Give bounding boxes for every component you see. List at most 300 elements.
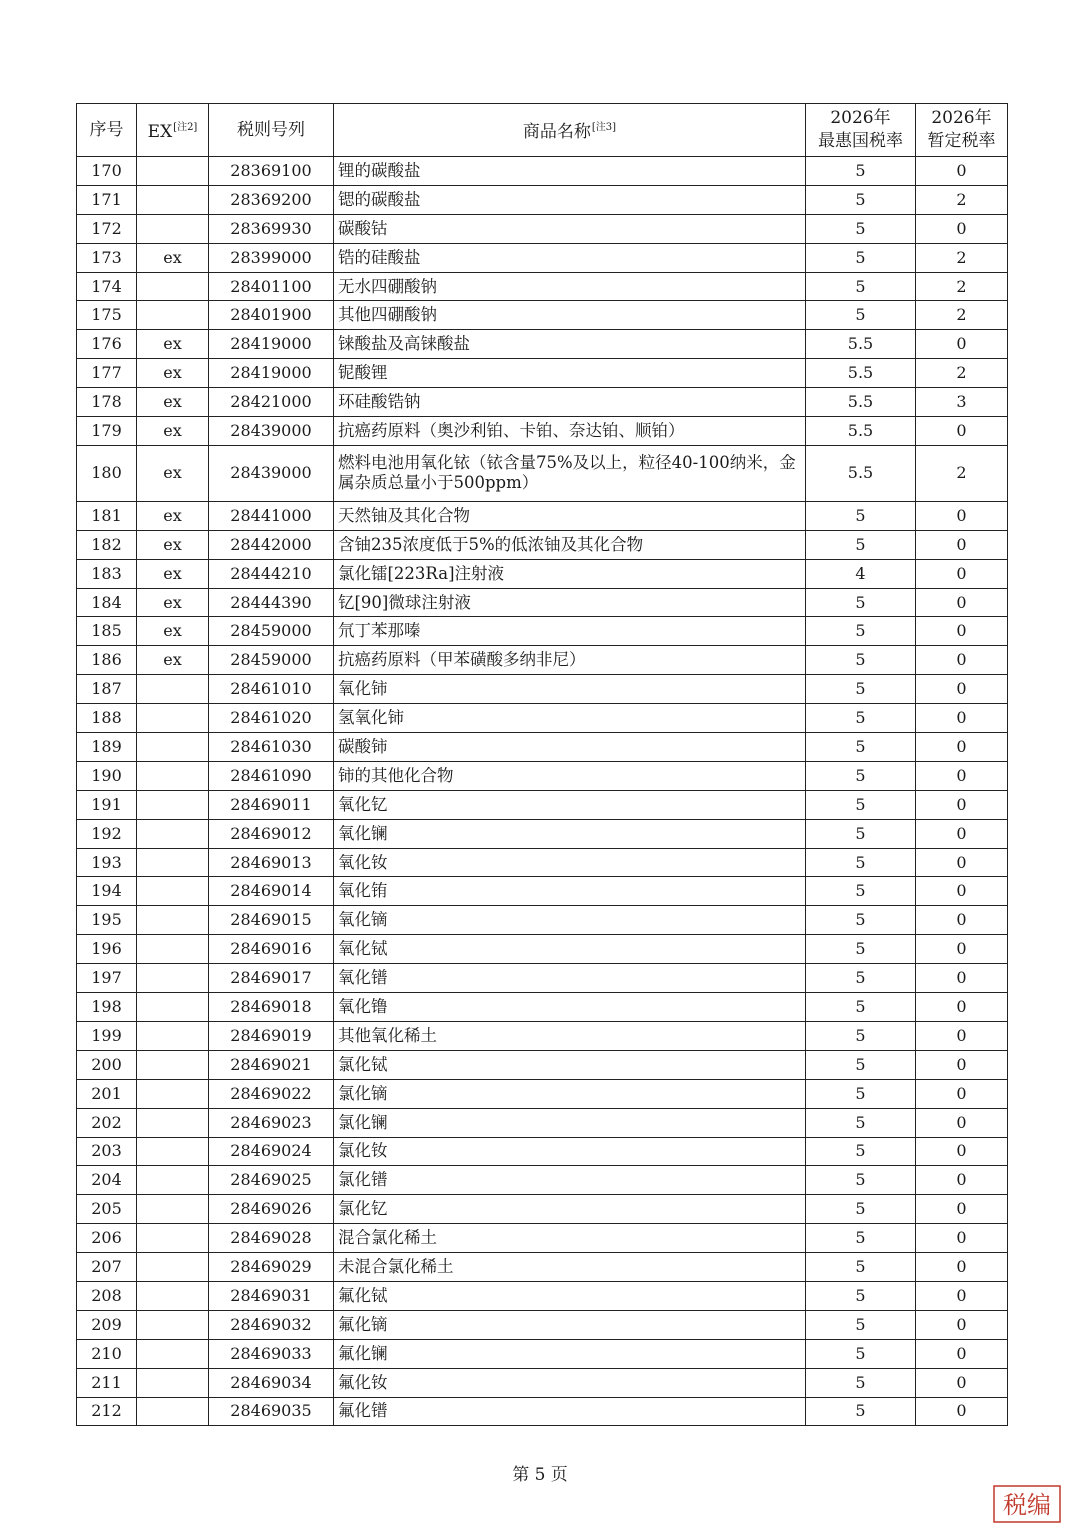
cell-product-name: 氟化镧 [334,1339,806,1368]
cell-seq: 171 [77,185,137,214]
cell-product-name: 氘丁苯那嗪 [334,617,806,646]
table-row [77,877,1008,906]
cell-product-name: 未混合氯化稀土 [334,1253,806,1282]
table-row [77,1368,1008,1397]
cell-mfn-rate: 5 [806,704,916,733]
cell-provisional-rate: 0 [916,330,1008,359]
cell-ex [137,1339,209,1368]
cell-tariff-code: 28461030 [209,733,334,762]
cell-ex [137,761,209,790]
cell-provisional-rate: 0 [916,1397,1008,1426]
cell-tariff-code: 28369200 [209,185,334,214]
cell-mfn-rate: 5 [806,1079,916,1108]
table-row [77,417,1008,446]
cell-tariff-code: 28469024 [209,1137,334,1166]
cell-ex [137,704,209,733]
cell-ex [137,819,209,848]
table-row [77,1281,1008,1310]
cell-seq: 203 [77,1137,137,1166]
cell-provisional-rate: 0 [916,1079,1008,1108]
cell-seq: 193 [77,848,137,877]
cell-tariff-code: 28469031 [209,1281,334,1310]
cell-mfn-rate: 5 [806,993,916,1022]
cell-seq: 173 [77,243,137,272]
cell-ex: ex [137,559,209,588]
cell-seq: 211 [77,1368,137,1397]
cell-provisional-rate: 0 [916,559,1008,588]
cell-ex: ex [137,445,209,501]
table-row [77,1339,1008,1368]
header-prov-year: 2026年 [931,108,992,128]
cell-tariff-code: 28469018 [209,993,334,1022]
table-row [77,272,1008,301]
cell-mfn-rate: 5 [806,1310,916,1339]
cell-mfn-rate: 5 [806,906,916,935]
cell-provisional-rate: 0 [916,733,1008,762]
cell-product-name: 氧化钕 [334,848,806,877]
cell-seq: 180 [77,445,137,501]
cell-tariff-code: 28419000 [209,330,334,359]
table-row [77,445,1008,501]
cell-provisional-rate: 0 [916,1137,1008,1166]
cell-seq: 197 [77,964,137,993]
cell-tariff-code: 28469032 [209,1310,334,1339]
cell-mfn-rate: 5 [806,964,916,993]
cell-provisional-rate: 2 [916,272,1008,301]
cell-mfn-rate: 5 [806,243,916,272]
cell-ex [137,214,209,243]
cell-seq: 201 [77,1079,137,1108]
cell-seq: 185 [77,617,137,646]
cell-seq: 198 [77,993,137,1022]
cell-mfn-rate: 5 [806,501,916,530]
cell-mfn-rate: 5 [806,935,916,964]
cell-product-name: 天然铀及其化合物 [334,501,806,530]
cell-ex [137,1137,209,1166]
table-row [77,1137,1008,1166]
cell-provisional-rate: 0 [916,906,1008,935]
cell-ex [137,301,209,330]
cell-provisional-rate: 0 [916,935,1008,964]
cell-ex [137,790,209,819]
cell-provisional-rate: 0 [916,1021,1008,1050]
cell-ex: ex [137,388,209,417]
cell-product-name: 氯化铽 [334,1050,806,1079]
cell-provisional-rate: 0 [916,761,1008,790]
table-row [77,185,1008,214]
cell-seq: 194 [77,877,137,906]
cell-mfn-rate: 5 [806,617,916,646]
cell-ex [137,1253,209,1282]
cell-provisional-rate: 0 [916,1368,1008,1397]
cell-ex [137,675,209,704]
cell-provisional-rate: 0 [916,1108,1008,1137]
cell-provisional-rate: 0 [916,646,1008,675]
table-row [77,388,1008,417]
cell-mfn-rate: 5 [806,761,916,790]
cell-mfn-rate: 5.5 [806,417,916,446]
cell-product-name: 氧化钇 [334,790,806,819]
cell-product-name: 铌酸锂 [334,359,806,388]
cell-product-name: 氧化铽 [334,935,806,964]
cell-tariff-code: 28469028 [209,1224,334,1253]
watermark-text: 税编 [1003,1491,1051,1519]
cell-mfn-rate: 5 [806,1137,916,1166]
cell-mfn-rate: 5 [806,1397,916,1426]
cell-seq: 210 [77,1339,137,1368]
cell-ex [137,1166,209,1195]
table-row [77,559,1008,588]
cell-ex: ex [137,530,209,559]
cell-product-name: 锆的硅酸盐 [334,243,806,272]
cell-ex [137,1397,209,1426]
header-row [77,104,1008,157]
cell-provisional-rate: 0 [916,1195,1008,1224]
cell-tariff-code: 28469011 [209,790,334,819]
table-row [77,1310,1008,1339]
cell-product-name: 碳酸钴 [334,214,806,243]
cell-seq: 189 [77,733,137,762]
table-row [77,964,1008,993]
cell-ex [137,157,209,186]
cell-provisional-rate: 0 [916,617,1008,646]
cell-ex [137,993,209,1022]
cell-seq: 176 [77,330,137,359]
cell-mfn-rate: 5 [806,819,916,848]
cell-product-name: 钇[90]微球注射液 [334,588,806,617]
table-row [77,935,1008,964]
cell-product-name: 氟化镨 [334,1397,806,1426]
cell-provisional-rate: 0 [916,819,1008,848]
cell-tariff-code: 28419000 [209,359,334,388]
cell-product-name: 混合氯化稀土 [334,1224,806,1253]
cell-seq: 204 [77,1166,137,1195]
cell-provisional-rate: 2 [916,301,1008,330]
cell-provisional-rate: 0 [916,993,1008,1022]
cell-provisional-rate: 2 [916,243,1008,272]
cell-ex [137,848,209,877]
cell-tariff-code: 28461020 [209,704,334,733]
cell-seq: 205 [77,1195,137,1224]
header-seq: 序号 [77,104,137,157]
cell-seq: 200 [77,1050,137,1079]
cell-tariff-code: 28469023 [209,1108,334,1137]
cell-mfn-rate: 5 [806,157,916,186]
cell-mfn-rate: 5 [806,848,916,877]
table-row [77,646,1008,675]
cell-tariff-code: 28469025 [209,1166,334,1195]
header-ex-label: EX [147,122,173,142]
cell-seq: 206 [77,1224,137,1253]
cell-mfn-rate: 4 [806,559,916,588]
cell-tariff-code: 28439000 [209,445,334,501]
cell-seq: 172 [77,214,137,243]
cell-ex: ex [137,417,209,446]
cell-mfn-rate: 5 [806,1281,916,1310]
cell-ex: ex [137,359,209,388]
cell-tariff-code: 28469033 [209,1339,334,1368]
cell-seq: 186 [77,646,137,675]
cell-mfn-rate: 5 [806,1166,916,1195]
cell-ex [137,1050,209,1079]
cell-mfn-rate: 5.5 [806,359,916,388]
cell-provisional-rate: 0 [916,1253,1008,1282]
cell-product-name: 燃料电池用氧化铱（铱含量75%及以上，粒径40-100纳米，金属杂质总量小于500ppm） [334,445,806,501]
cell-tariff-code: 28459000 [209,646,334,675]
cell-seq: 181 [77,501,137,530]
table-row [77,301,1008,330]
table-row [77,1224,1008,1253]
cell-provisional-rate: 0 [916,501,1008,530]
header-code: 税则号列 [209,104,334,157]
cell-tariff-code: 28469022 [209,1079,334,1108]
table-row [77,1166,1008,1195]
table-row [77,214,1008,243]
cell-provisional-rate: 0 [916,848,1008,877]
cell-ex [137,1281,209,1310]
table-row [77,790,1008,819]
cell-provisional-rate: 3 [916,388,1008,417]
cell-ex: ex [137,617,209,646]
cell-ex: ex [137,588,209,617]
table-row [77,1397,1008,1426]
cell-mfn-rate: 5 [806,1050,916,1079]
cell-mfn-rate: 5 [806,301,916,330]
cell-tariff-code: 28469016 [209,935,334,964]
cell-ex: ex [137,243,209,272]
cell-seq: 183 [77,559,137,588]
cell-provisional-rate: 0 [916,588,1008,617]
cell-ex: ex [137,330,209,359]
cell-seq: 208 [77,1281,137,1310]
cell-product-name: 环硅酸锆钠 [334,388,806,417]
table-row [77,761,1008,790]
cell-provisional-rate: 0 [916,1281,1008,1310]
cell-product-name: 氧化镨 [334,964,806,993]
cell-seq: 212 [77,1397,137,1426]
cell-seq: 195 [77,906,137,935]
cell-tariff-code: 28469015 [209,906,334,935]
cell-ex [137,733,209,762]
table-row [77,1195,1008,1224]
cell-seq: 175 [77,301,137,330]
cell-tariff-code: 28439000 [209,417,334,446]
cell-mfn-rate: 5 [806,877,916,906]
table-row [77,359,1008,388]
cell-product-name: 氧化镧 [334,819,806,848]
table-row [77,588,1008,617]
cell-product-name: 氢氧化铈 [334,704,806,733]
cell-product-name: 锶的碳酸盐 [334,185,806,214]
cell-product-name: 氟化铽 [334,1281,806,1310]
cell-provisional-rate: 2 [916,359,1008,388]
cell-ex [137,272,209,301]
table-row [77,733,1008,762]
cell-provisional-rate: 0 [916,1224,1008,1253]
cell-mfn-rate: 5 [806,675,916,704]
cell-tariff-code: 28369100 [209,157,334,186]
cell-seq: 190 [77,761,137,790]
cell-tariff-code: 28442000 [209,530,334,559]
header-name-label: 商品名称 [522,122,591,142]
table-row [77,848,1008,877]
cell-ex [137,1310,209,1339]
table-row [77,501,1008,530]
cell-product-name: 氯化镨 [334,1166,806,1195]
cell-product-name: 无水四硼酸钠 [334,272,806,301]
cell-mfn-rate: 5 [806,1195,916,1224]
cell-seq: 179 [77,417,137,446]
cell-tariff-code: 28469035 [209,1397,334,1426]
cell-mfn-rate: 5.5 [806,445,916,501]
cell-mfn-rate: 5 [806,1339,916,1368]
cell-provisional-rate: 0 [916,675,1008,704]
cell-provisional-rate: 2 [916,445,1008,501]
cell-ex [137,935,209,964]
cell-provisional-rate: 2 [916,185,1008,214]
cell-provisional-rate: 0 [916,964,1008,993]
cell-tariff-code: 28461010 [209,675,334,704]
cell-seq: 187 [77,675,137,704]
table-row [77,617,1008,646]
header-provisional-rate [916,104,1008,157]
cell-mfn-rate: 5 [806,1253,916,1282]
cell-product-name: 含铀235浓度低于5%的低浓铀及其化合物 [334,530,806,559]
header-ex [137,104,209,157]
cell-product-name: 铈的其他化合物 [334,761,806,790]
tariff-table [76,103,1008,1426]
cell-product-name: 氧化镝 [334,906,806,935]
table-row [77,530,1008,559]
table-header [77,104,1008,157]
table-row [77,1021,1008,1050]
cell-ex [137,1195,209,1224]
cell-mfn-rate: 5 [806,790,916,819]
cell-product-name: 其他四硼酸钠 [334,301,806,330]
cell-product-name: 氧化铕 [334,877,806,906]
cell-seq: 184 [77,588,137,617]
table-row [77,704,1008,733]
cell-mfn-rate: 5 [806,1368,916,1397]
cell-mfn-rate: 5 [806,1108,916,1137]
cell-mfn-rate: 5 [806,588,916,617]
cell-provisional-rate: 0 [916,1339,1008,1368]
cell-ex [137,1021,209,1050]
cell-product-name: 氧化铈 [334,675,806,704]
cell-tariff-code: 28444390 [209,588,334,617]
cell-mfn-rate: 5 [806,733,916,762]
cell-tariff-code: 28469034 [209,1368,334,1397]
cell-product-name: 氯化镝 [334,1079,806,1108]
cell-mfn-rate: 5.5 [806,388,916,417]
cell-provisional-rate: 0 [916,1310,1008,1339]
cell-tariff-code: 28399000 [209,243,334,272]
cell-product-name: 抗癌药原料（奥沙利铂、卡铂、奈达铂、顺铂） [334,417,806,446]
cell-product-name: 氯化镧 [334,1108,806,1137]
cell-tariff-code: 28469013 [209,848,334,877]
cell-tariff-code: 28469012 [209,819,334,848]
cell-provisional-rate: 0 [916,157,1008,186]
cell-provisional-rate: 0 [916,530,1008,559]
table-row [77,330,1008,359]
table-row [77,1050,1008,1079]
cell-ex [137,964,209,993]
table-row [77,1253,1008,1282]
cell-mfn-rate: 5 [806,1224,916,1253]
cell-product-name: 氧化镥 [334,993,806,1022]
cell-mfn-rate: 5 [806,185,916,214]
cell-provisional-rate: 0 [916,1050,1008,1079]
table-row [77,1108,1008,1137]
cell-product-name: 氟化钕 [334,1368,806,1397]
cell-tariff-code: 28469019 [209,1021,334,1050]
cell-provisional-rate: 0 [916,214,1008,243]
cell-tariff-code: 28469014 [209,877,334,906]
cell-tariff-code: 28401100 [209,272,334,301]
header-mfn-year: 2026年 [830,108,891,128]
table-row [77,675,1008,704]
watermark-seal [992,1484,1062,1524]
cell-tariff-code: 28444210 [209,559,334,588]
cell-product-name: 氯化钕 [334,1137,806,1166]
cell-seq: 182 [77,530,137,559]
cell-mfn-rate: 5 [806,646,916,675]
table-row [77,243,1008,272]
header-name-note: [注3] [591,122,617,133]
cell-ex [137,1224,209,1253]
cell-seq: 191 [77,790,137,819]
cell-seq: 209 [77,1310,137,1339]
cell-provisional-rate: 0 [916,877,1008,906]
cell-tariff-code: 28421000 [209,388,334,417]
cell-mfn-rate: 5 [806,214,916,243]
cell-seq: 199 [77,1021,137,1050]
cell-ex [137,906,209,935]
table-row [77,906,1008,935]
table-body [77,157,1008,1426]
cell-tariff-code: 28459000 [209,617,334,646]
cell-seq: 202 [77,1108,137,1137]
cell-tariff-code: 28461090 [209,761,334,790]
header-mfn-rate [806,104,916,157]
cell-product-name: 氯化镭[223Ra]注射液 [334,559,806,588]
cell-mfn-rate: 5 [806,272,916,301]
cell-product-name: 氯化钇 [334,1195,806,1224]
cell-ex: ex [137,501,209,530]
cell-mfn-rate: 5 [806,1021,916,1050]
cell-product-name: 抗癌药原料（甲苯磺酸多纳非尼） [334,646,806,675]
cell-seq: 188 [77,704,137,733]
cell-mfn-rate: 5.5 [806,330,916,359]
page-number: 第 5 页 [512,1465,568,1485]
cell-tariff-code: 28469026 [209,1195,334,1224]
cell-product-name: 铼酸盐及高铼酸盐 [334,330,806,359]
cell-seq: 196 [77,935,137,964]
header-ex-note: [注2] [173,122,198,133]
cell-provisional-rate: 0 [916,1166,1008,1195]
cell-product-name: 锂的碳酸盐 [334,157,806,186]
cell-seq: 178 [77,388,137,417]
cell-tariff-code: 28469029 [209,1253,334,1282]
cell-product-name: 其他氧化稀土 [334,1021,806,1050]
cell-product-name: 碳酸铈 [334,733,806,762]
cell-ex [137,877,209,906]
cell-product-name: 氟化镝 [334,1310,806,1339]
table-row [77,819,1008,848]
cell-ex [137,1108,209,1137]
cell-mfn-rate: 5 [806,530,916,559]
table-row [77,993,1008,1022]
